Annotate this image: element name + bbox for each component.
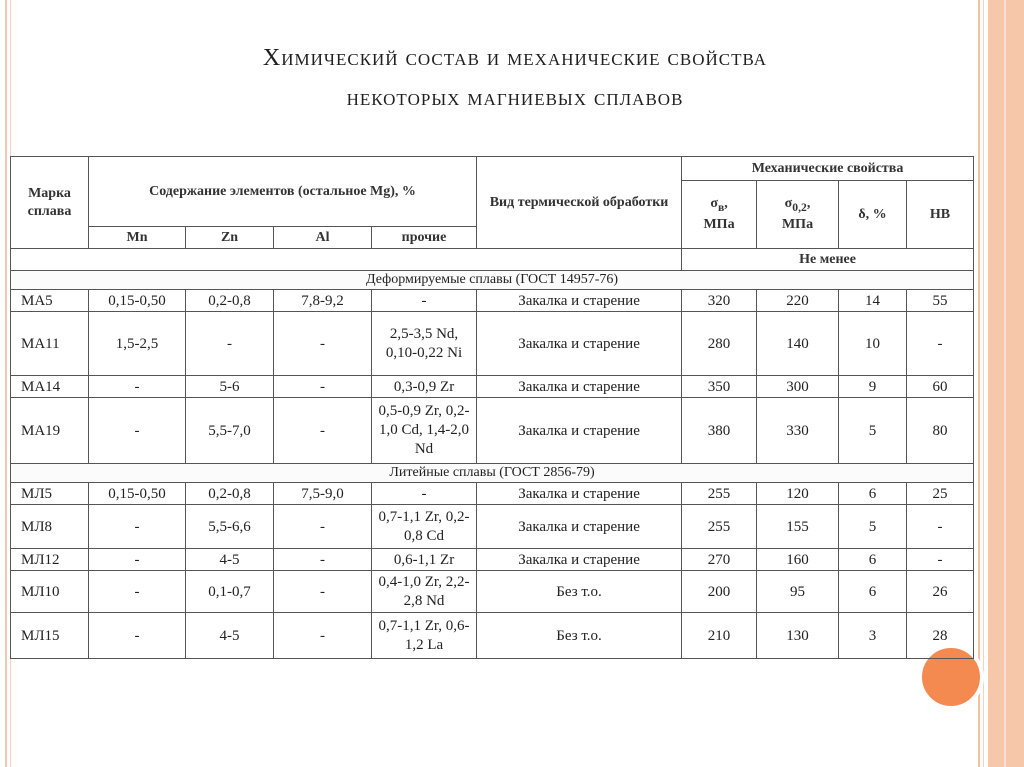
cell-delta: 6	[839, 483, 907, 505]
cell-mn: 0,15-0,50	[89, 483, 186, 505]
cell-treatment: Закалка и старение	[477, 312, 682, 376]
cell-treatment: Закалка и старение	[477, 505, 682, 549]
cell-hb: 28	[907, 613, 974, 659]
cell-sigma-b: 210	[682, 613, 757, 659]
cell-hb: 25	[907, 483, 974, 505]
table-row	[11, 290, 974, 312]
cell-delta: 3	[839, 613, 907, 659]
cell-delta: 6	[839, 571, 907, 613]
cell-zn: 5,5-6,6	[186, 505, 274, 549]
cell-other: 2,5-3,5 Nd, 0,10-0,22 Ni	[372, 312, 477, 376]
cell-other: 0,7-1,1 Zr, 0,2-0,8 Cd	[372, 505, 477, 549]
cell-other: 0,5-0,9 Zr, 0,2-1,0 Cd, 1,4-2,0 Nd	[372, 398, 477, 464]
cell-sigma-02: 130	[757, 613, 839, 659]
section-row-cast	[11, 464, 974, 483]
table-row	[11, 549, 974, 571]
cell-zn: 5-6	[186, 376, 274, 398]
cell-grade: МЛ10	[11, 571, 89, 613]
cell-zn: 0,2-0,8	[186, 290, 274, 312]
cell-treatment: Без т.о.	[477, 613, 682, 659]
cell-treatment: Закалка и старение	[477, 483, 682, 505]
header-zn: Zn	[186, 227, 274, 249]
cell-delta: 9	[839, 376, 907, 398]
table-row	[11, 376, 974, 398]
cell-delta: 6	[839, 549, 907, 571]
cell-mn: -	[89, 613, 186, 659]
left-border-line	[5, 0, 7, 767]
header-filler	[11, 249, 682, 271]
cell-al: -	[274, 312, 372, 376]
cell-zn: 0,2-0,8	[186, 483, 274, 505]
cell-al: 7,5-9,0	[274, 483, 372, 505]
header-hb: НВ	[907, 181, 974, 249]
cell-sigma-02: 155	[757, 505, 839, 549]
table-row	[11, 613, 974, 659]
cell-mn: -	[89, 505, 186, 549]
cell-hb: 55	[907, 290, 974, 312]
header-treatment: Вид термической обработки	[477, 157, 682, 249]
cell-sigma-02: 300	[757, 376, 839, 398]
header-sigma-b: $\sigma_в$, МПа	[682, 181, 757, 249]
cell-grade: МЛ8	[11, 505, 89, 549]
cell-treatment: Закалка и старение	[477, 549, 682, 571]
cell-sigma-b: 320	[682, 290, 757, 312]
cell-zn: 4-5	[186, 549, 274, 571]
cell-hb: 26	[907, 571, 974, 613]
cell-al: -	[274, 398, 372, 464]
section-row-wrought	[11, 271, 974, 290]
table-row	[11, 398, 974, 464]
cell-sigma-02: 95	[757, 571, 839, 613]
cell-treatment: Закалка и старение	[477, 376, 682, 398]
cell-grade: МЛ5	[11, 483, 89, 505]
cell-sigma-b: 280	[682, 312, 757, 376]
cell-sigma-02: 160	[757, 549, 839, 571]
cell-sigma-b: 255	[682, 483, 757, 505]
cell-treatment: Закалка и старение	[477, 290, 682, 312]
cell-al: 7,8-9,2	[274, 290, 372, 312]
right-border-line	[978, 0, 980, 767]
cell-zn: 5,5-7,0	[186, 398, 274, 464]
cell-grade: МА11	[11, 312, 89, 376]
cell-al: -	[274, 571, 372, 613]
cell-hb: -	[907, 549, 974, 571]
table-row	[11, 312, 974, 376]
cell-mn: 1,5-2,5	[89, 312, 186, 376]
cell-other: 0,7-1,1 Zr, 0,6-1,2 La	[372, 613, 477, 659]
cell-grade: МА5	[11, 290, 89, 312]
cell-mn: -	[89, 376, 186, 398]
cell-al: -	[274, 549, 372, 571]
cell-sigma-02: 120	[757, 483, 839, 505]
alloys-table	[10, 156, 974, 659]
cell-hb: -	[907, 312, 974, 376]
table-row	[11, 571, 974, 613]
cell-al: -	[274, 376, 372, 398]
header-min-note: Не менее	[682, 249, 974, 271]
cell-other: -	[372, 290, 477, 312]
right-band-stripe	[1004, 0, 1006, 767]
header-other: прочие	[372, 227, 477, 249]
cell-grade: МА19	[11, 398, 89, 464]
cell-delta: 5	[839, 505, 907, 549]
table-row	[11, 505, 974, 549]
table-row	[11, 483, 974, 505]
cell-hb: 60	[907, 376, 974, 398]
cell-al: -	[274, 613, 372, 659]
cell-sigma-02: 330	[757, 398, 839, 464]
cell-delta: 10	[839, 312, 907, 376]
cell-delta: 5	[839, 398, 907, 464]
right-decorative-band	[988, 0, 1024, 767]
cell-sigma-b: 270	[682, 549, 757, 571]
cell-other: 0,4-1,0 Zr, 2,2-2,8 Nd	[372, 571, 477, 613]
cell-al: -	[274, 505, 372, 549]
cell-mn: 0,15-0,50	[89, 290, 186, 312]
cell-grade: МА14	[11, 376, 89, 398]
section-title: Деформируемые сплавы (ГОСТ 14957-76)	[11, 271, 974, 290]
header-sigma-02: $\sigma_{0,2}$, МПа	[757, 181, 839, 249]
cell-treatment: Без т.о.	[477, 571, 682, 613]
table-body	[11, 271, 974, 659]
header-delta: δ, %	[839, 181, 907, 249]
cell-mn: -	[89, 398, 186, 464]
cell-zn: 0,1-0,7	[186, 571, 274, 613]
cell-sigma-02: 220	[757, 290, 839, 312]
cell-sigma-02: 140	[757, 312, 839, 376]
title-line-2: некоторых магниевых сплавов	[346, 85, 684, 111]
header-mechanical: Механические свойства	[682, 157, 974, 181]
header-al: Al	[274, 227, 372, 249]
cell-grade: МЛ15	[11, 613, 89, 659]
cell-grade: МЛ12	[11, 549, 89, 571]
right-border-line-thin	[983, 0, 984, 767]
cell-sigma-b: 200	[682, 571, 757, 613]
cell-other: 0,3-0,9 Zr	[372, 376, 477, 398]
cell-zn: 4-5	[186, 613, 274, 659]
cell-other: -	[372, 483, 477, 505]
title-line-1: Химический состав и механические свойства	[262, 45, 768, 71]
cell-other: 0,6-1,1 Zr	[372, 549, 477, 571]
cell-zn: -	[186, 312, 274, 376]
table-header	[11, 157, 974, 271]
cell-mn: -	[89, 571, 186, 613]
cell-hb: -	[907, 505, 974, 549]
cell-hb: 80	[907, 398, 974, 464]
cell-treatment: Закалка и старение	[477, 398, 682, 464]
cell-sigma-b: 350	[682, 376, 757, 398]
cell-mn: -	[89, 549, 186, 571]
header-grade: Марка сплава	[11, 157, 89, 249]
header-content: Содержание элементов (остальное Mg), %	[89, 157, 477, 227]
cell-sigma-b: 380	[682, 398, 757, 464]
header-mn: Mn	[89, 227, 186, 249]
cell-sigma-b: 255	[682, 505, 757, 549]
cell-delta: 14	[839, 290, 907, 312]
slide-title	[60, 38, 970, 118]
section-title: Литейные сплавы (ГОСТ 2856-79)	[11, 464, 974, 483]
